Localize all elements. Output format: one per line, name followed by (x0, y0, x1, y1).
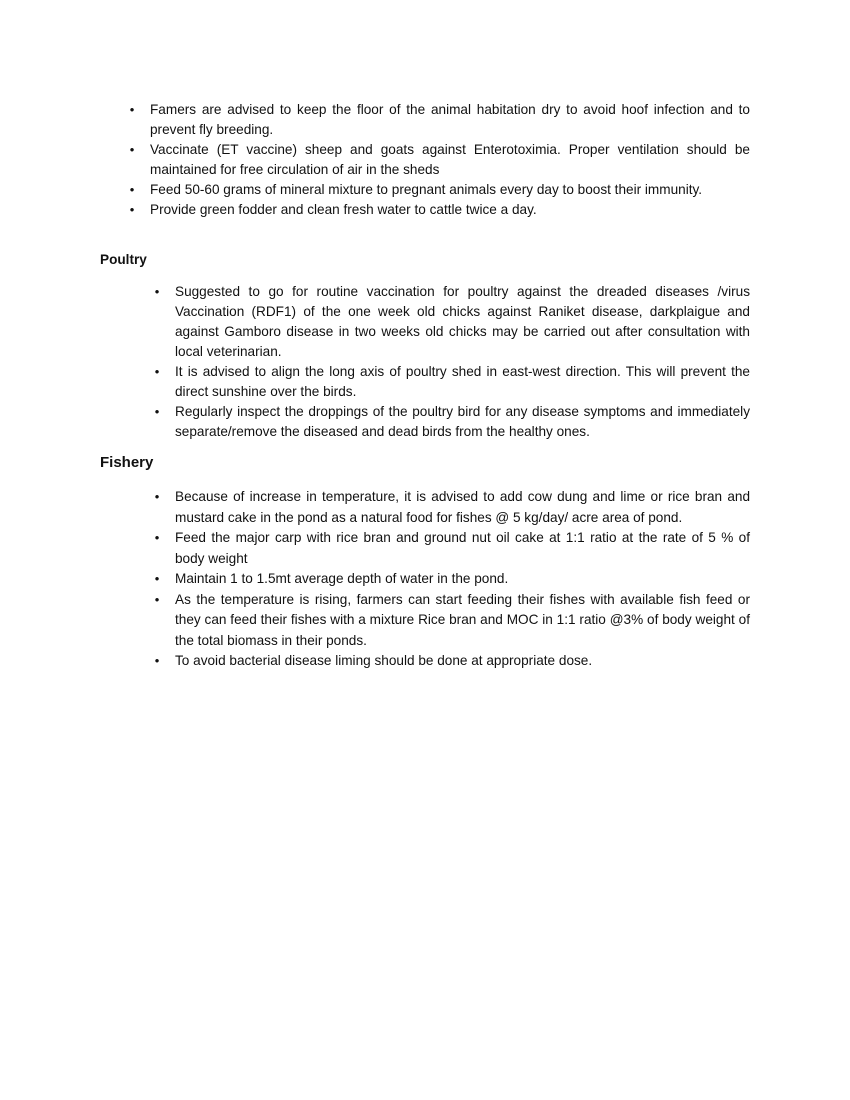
bullet-icon: • (129, 142, 135, 157)
bullet-icon: • (154, 364, 160, 379)
list-item-text: As the temperature is rising, farmers can start feeding their fishes with available fish feed or they can feed their fishes with a mixture Rice bran and MOC in 1:1 ratio @3% of body weight of the total biomass in their ponds. (175, 591, 750, 648)
bullet-icon: • (154, 571, 160, 586)
list-item-text: To avoid bacterial disease liming should be done at appropriate dose. (175, 653, 593, 668)
list-item-text: Suggested to go for routine vaccination for poultry against the dreaded diseases /virus Vaccination (RDF1) of the one week old chicks against Raniket disease, darkplaigue and against Gamboro disease in two weeks old chicks may be carried out after consultation with local veterinarian. (175, 284, 750, 359)
list-item-text: It is advised to align the long axis of poultry shed in east-west direction. This will prevent the direct sunshine over the birds. (175, 364, 750, 399)
list-item (129, 140, 750, 180)
list-item (154, 569, 750, 590)
bullet-icon: • (154, 530, 160, 545)
fishery-advice-list (154, 487, 750, 672)
list-item-text: Because of increase in temperature, it is advised to add cow dung and lime or rice bran and mustard cake in the pond as a natural food for fishes @ 5 kg/day/ acre area of pond. (175, 489, 750, 525)
bullet-icon: • (154, 591, 160, 607)
list-item-text: Feed 50-60 grams of mineral mixture to pregnant animals every day to boost their immunity. (150, 182, 703, 197)
list-item (154, 651, 750, 672)
list-item (154, 590, 750, 652)
list-item-text: Feed the major carp with rice bran and ground nut oil cake at 1:1 ratio at the rate of 5 % of body weight (175, 530, 750, 566)
bullet-icon: • (129, 102, 135, 117)
list-item-text: Maintain 1 to 1.5mt average depth of water in the pond. (175, 571, 509, 586)
list-item-text: Provide green fodder and clean fresh water to cattle twice a day. (150, 202, 537, 217)
list-item (129, 100, 750, 140)
list-item (154, 402, 750, 442)
list-item (154, 362, 750, 402)
list-item (129, 200, 750, 220)
bullet-icon: • (154, 404, 160, 419)
livestock-advice-list (129, 100, 750, 220)
list-item-text: Famers are advised to keep the floor of the animal habitation dry to avoid hoof infection and to prevent fly breeding. (150, 102, 750, 137)
list-item-text: Regularly inspect the droppings of the poultry bird for any disease symptoms and immediately separate/remove the diseased and dead birds from the healthy ones. (175, 404, 750, 439)
list-item-text: Vaccinate (ET vaccine) sheep and goats against Enterotoximia. Proper ventilation should be maintained for free circulation of air in the sheds (150, 142, 750, 177)
bullet-icon: • (154, 284, 160, 299)
poultry-heading: Poultry (100, 252, 147, 267)
bullet-icon: • (129, 202, 135, 217)
poultry-advice-list (154, 282, 750, 442)
list-item (129, 180, 750, 200)
bullet-icon: • (129, 182, 135, 197)
bullet-icon: • (154, 653, 160, 668)
list-item (154, 282, 750, 362)
list-item (154, 487, 750, 528)
bullet-icon: • (154, 489, 160, 504)
fishery-heading: Fishery (100, 454, 154, 471)
list-item (154, 528, 750, 569)
